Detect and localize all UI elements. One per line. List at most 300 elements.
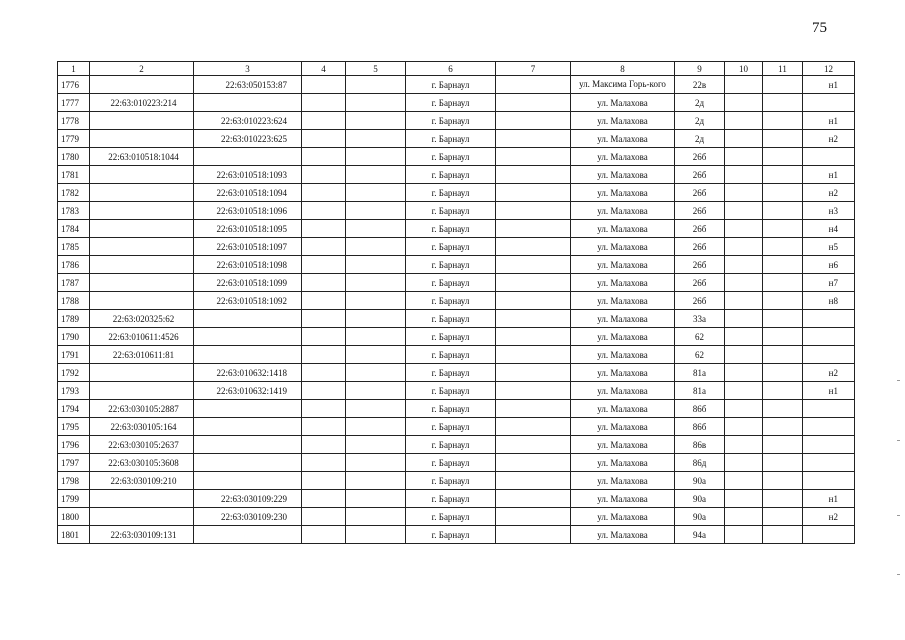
table-cell-col-6: г. Барнаул [406, 220, 496, 238]
table-cell-col-4 [302, 508, 346, 526]
table-cell-col-4 [302, 364, 346, 382]
table-cell-col-5 [346, 292, 406, 310]
table-cell-col-10 [725, 310, 763, 328]
table-cell-col-12 [803, 346, 855, 364]
table-cell-col-2 [90, 274, 194, 292]
table-cell-col-12: н1 [803, 382, 855, 400]
table-cell-col-6: г. Барнаул [406, 292, 496, 310]
table-cell-col-11 [763, 382, 803, 400]
table-cell-col-9: 26б [675, 148, 725, 166]
table-cell-col-7 [496, 130, 571, 148]
table-cell-col-9: 86в [675, 436, 725, 454]
table-cell-col-11 [763, 238, 803, 256]
table-row [58, 346, 855, 364]
table-cell-col-1: 1798 [58, 472, 90, 490]
table-cell-col-8: ул. Малахова [571, 454, 675, 472]
table-cell-col-2 [90, 112, 194, 130]
table-cell-col-12 [803, 454, 855, 472]
table-cell-col-12 [803, 400, 855, 418]
column-header-3: 3 [194, 62, 302, 76]
table-cell-col-6: г. Барнаул [406, 238, 496, 256]
table-cell-col-5 [346, 76, 406, 94]
table-cell-col-12 [803, 94, 855, 112]
table-cell-col-5 [346, 94, 406, 112]
table-row [58, 166, 855, 184]
table-cell-col-9: 26б [675, 256, 725, 274]
table-cell-col-4 [302, 490, 346, 508]
table-cell-col-10 [725, 508, 763, 526]
table-cell-col-10 [725, 202, 763, 220]
table-cell-col-6: г. Барнаул [406, 382, 496, 400]
edge-mark [897, 574, 900, 575]
table-cell-col-4 [302, 94, 346, 112]
table-cell-col-6: г. Барнаул [406, 274, 496, 292]
table-cell-col-11 [763, 346, 803, 364]
table-cell-col-7 [496, 472, 571, 490]
table-cell-col-4 [302, 76, 346, 94]
table-cell-col-6: г. Барнаул [406, 94, 496, 112]
table-row [58, 436, 855, 454]
table-cell-col-8: ул. Малахова [571, 166, 675, 184]
table-cell-col-3: 22:63:010223:625 [194, 130, 302, 148]
table-cell-col-3: 22:63:010518:1099 [194, 274, 302, 292]
table-cell-col-9: 94а [675, 526, 725, 544]
table-cell-col-10 [725, 418, 763, 436]
table-cell-col-5 [346, 220, 406, 238]
table-cell-col-9: 86д [675, 454, 725, 472]
table-cell-col-1: 1781 [58, 166, 90, 184]
table-cell-col-6: г. Барнаул [406, 472, 496, 490]
table-cell-col-6: г. Барнаул [406, 76, 496, 94]
table-cell-col-8: ул. Малахова [571, 130, 675, 148]
table-cell-col-2 [90, 382, 194, 400]
table-cell-col-11 [763, 166, 803, 184]
table-cell-col-6: г. Барнаул [406, 454, 496, 472]
table-cell-col-3 [194, 472, 302, 490]
table-body [58, 76, 855, 544]
table-cell-col-11 [763, 274, 803, 292]
table-cell-col-10 [725, 184, 763, 202]
table-cell-col-3: 22:63:010518:1095 [194, 220, 302, 238]
table-cell-col-7 [496, 112, 571, 130]
edge-mark [897, 380, 900, 381]
table-cell-col-4 [302, 418, 346, 436]
table-header-row [58, 62, 855, 76]
table-cell-col-10 [725, 364, 763, 382]
table-row [58, 220, 855, 238]
table-row [58, 274, 855, 292]
table-cell-col-10 [725, 346, 763, 364]
table-cell-col-8: ул. Малахова [571, 202, 675, 220]
table-cell-col-8: ул. Максима Горь-кого [571, 76, 675, 94]
table-cell-col-11 [763, 418, 803, 436]
table-cell-col-2 [90, 184, 194, 202]
table-cell-col-4 [302, 166, 346, 184]
table-cell-col-3: 22:63:010632:1419 [194, 382, 302, 400]
table-cell-col-3: 22:63:010518:1093 [194, 166, 302, 184]
column-header-12: 12 [803, 62, 855, 76]
table-row [58, 400, 855, 418]
table-cell-col-3: 22:63:030109:229 [194, 490, 302, 508]
table-cell-col-8: ул. Малахова [571, 490, 675, 508]
table-cell-col-5 [346, 364, 406, 382]
table-cell-col-1: 1788 [58, 292, 90, 310]
table-cell-col-2 [90, 238, 194, 256]
table-cell-col-2 [90, 76, 194, 94]
table-cell-col-11 [763, 526, 803, 544]
column-header-1: 1 [58, 62, 90, 76]
table-cell-col-12: н6 [803, 256, 855, 274]
table-row [58, 76, 855, 94]
table-cell-col-9: 2д [675, 130, 725, 148]
table-cell-col-6: г. Барнаул [406, 364, 496, 382]
table-cell-col-7 [496, 382, 571, 400]
table-cell-col-7 [496, 94, 571, 112]
table-cell-col-1: 1796 [58, 436, 90, 454]
table-cell-col-6: г. Барнаул [406, 508, 496, 526]
table-cell-col-7 [496, 526, 571, 544]
table-cell-col-8: ул. Малахова [571, 220, 675, 238]
table-cell-col-4 [302, 184, 346, 202]
table-row [58, 292, 855, 310]
table-cell-col-3 [194, 328, 302, 346]
table-cell-col-5 [346, 166, 406, 184]
table-cell-col-10 [725, 148, 763, 166]
table-cell-col-12: н2 [803, 130, 855, 148]
table-cell-col-3: 22:63:010518:1092 [194, 292, 302, 310]
table-cell-col-1: 1795 [58, 418, 90, 436]
table-cell-col-10 [725, 274, 763, 292]
column-header-5: 5 [346, 62, 406, 76]
table-cell-col-9: 26б [675, 202, 725, 220]
page-number: 75 [812, 20, 827, 36]
table-cell-col-3: 22:63:010518:1094 [194, 184, 302, 202]
table-cell-col-11 [763, 508, 803, 526]
table-cell-col-6: г. Барнаул [406, 328, 496, 346]
table-cell-col-6: г. Барнаул [406, 184, 496, 202]
table-row [58, 238, 855, 256]
table-row [58, 508, 855, 526]
registry-table [57, 61, 855, 544]
table-cell-col-12: н5 [803, 238, 855, 256]
table-cell-col-2: 22:63:030109:131 [90, 526, 194, 544]
table-cell-col-5 [346, 202, 406, 220]
table-cell-col-3: 22:63:010632:1418 [194, 364, 302, 382]
table-cell-col-4 [302, 472, 346, 490]
table-cell-col-4 [302, 310, 346, 328]
table-cell-col-7 [496, 436, 571, 454]
table-cell-col-2: 22:63:010223:214 [90, 94, 194, 112]
table-cell-col-9: 86б [675, 400, 725, 418]
table-cell-col-10 [725, 400, 763, 418]
table-cell-col-4 [302, 256, 346, 274]
table-cell-col-5 [346, 382, 406, 400]
table-cell-col-11 [763, 310, 803, 328]
table-cell-col-12: н2 [803, 364, 855, 382]
table-cell-col-7 [496, 400, 571, 418]
table-cell-col-3 [194, 310, 302, 328]
table-cell-col-3: 22:63:010223:624 [194, 112, 302, 130]
table-cell-col-7 [496, 238, 571, 256]
table-cell-col-5 [346, 526, 406, 544]
table-cell-col-1: 1791 [58, 346, 90, 364]
table-cell-col-7 [496, 148, 571, 166]
table-cell-col-1: 1785 [58, 238, 90, 256]
table-cell-col-12 [803, 418, 855, 436]
table-cell-col-8: ул. Малахова [571, 436, 675, 454]
table-cell-col-1: 1780 [58, 148, 90, 166]
table-cell-col-10 [725, 292, 763, 310]
table-cell-col-12: н1 [803, 112, 855, 130]
table-cell-col-2: 22:63:030105:2887 [90, 400, 194, 418]
table-cell-col-3 [194, 454, 302, 472]
table-cell-col-11 [763, 256, 803, 274]
table-cell-col-9: 2д [675, 112, 725, 130]
table-cell-col-9: 90а [675, 472, 725, 490]
table-cell-col-3: 22:63:010518:1096 [194, 202, 302, 220]
table-cell-col-2 [90, 202, 194, 220]
table-cell-col-4 [302, 328, 346, 346]
table-cell-col-6: г. Барнаул [406, 112, 496, 130]
table-cell-col-6: г. Барнаул [406, 400, 496, 418]
table-cell-col-1: 1790 [58, 328, 90, 346]
table-cell-col-1: 1778 [58, 112, 90, 130]
table-cell-col-4 [302, 130, 346, 148]
table-cell-col-12: н1 [803, 490, 855, 508]
table-cell-col-12 [803, 526, 855, 544]
table-cell-col-10 [725, 454, 763, 472]
table-cell-col-2: 22:63:030105:3608 [90, 454, 194, 472]
table-cell-col-1: 1797 [58, 454, 90, 472]
table-cell-col-5 [346, 274, 406, 292]
table-cell-col-3 [194, 526, 302, 544]
table-cell-col-5 [346, 418, 406, 436]
table-cell-col-12: н3 [803, 202, 855, 220]
table-cell-col-11 [763, 76, 803, 94]
table-cell-col-4 [302, 292, 346, 310]
table-cell-col-10 [725, 328, 763, 346]
table-cell-col-12: н7 [803, 274, 855, 292]
table-cell-col-3: 22:63:030109:230 [194, 508, 302, 526]
table-cell-col-7 [496, 346, 571, 364]
table-cell-col-9: 26б [675, 292, 725, 310]
table-cell-col-6: г. Барнаул [406, 436, 496, 454]
table-cell-col-6: г. Барнаул [406, 418, 496, 436]
table-cell-col-7 [496, 508, 571, 526]
table-cell-col-2 [90, 256, 194, 274]
table-cell-col-5 [346, 346, 406, 364]
table-cell-col-4 [302, 112, 346, 130]
table-cell-col-8: ул. Малахова [571, 94, 675, 112]
table-cell-col-1: 1801 [58, 526, 90, 544]
table-cell-col-7 [496, 202, 571, 220]
table-cell-col-5 [346, 184, 406, 202]
table-row [58, 112, 855, 130]
column-header-10: 10 [725, 62, 763, 76]
table-cell-col-3: 22:63:010518:1097 [194, 238, 302, 256]
table-cell-col-9: 26б [675, 166, 725, 184]
table-cell-col-10 [725, 94, 763, 112]
table-cell-col-8: ул. Малахова [571, 292, 675, 310]
table-cell-col-11 [763, 490, 803, 508]
table-cell-col-1: 1787 [58, 274, 90, 292]
table-cell-col-4 [302, 382, 346, 400]
table-cell-col-8: ул. Малахова [571, 238, 675, 256]
table-cell-col-11 [763, 94, 803, 112]
table-cell-col-2: 22:63:020325:62 [90, 310, 194, 328]
table-cell-col-3: 22:63:010518:1098 [194, 256, 302, 274]
table-cell-col-3: 22:63:050153:87 [194, 76, 302, 94]
table-cell-col-9: 22в [675, 76, 725, 94]
table-cell-col-8: ул. Малахова [571, 382, 675, 400]
table-cell-col-6: г. Барнаул [406, 202, 496, 220]
table-cell-col-2 [90, 364, 194, 382]
table-cell-col-11 [763, 112, 803, 130]
table-cell-col-4 [302, 148, 346, 166]
table-cell-col-7 [496, 76, 571, 94]
table-cell-col-3 [194, 148, 302, 166]
table-cell-col-8: ул. Малахова [571, 256, 675, 274]
table-cell-col-4 [302, 274, 346, 292]
table-cell-col-1: 1777 [58, 94, 90, 112]
table-cell-col-9: 81а [675, 364, 725, 382]
table-cell-col-9: 26б [675, 274, 725, 292]
column-header-4: 4 [302, 62, 346, 76]
table-cell-col-1: 1782 [58, 184, 90, 202]
table-cell-col-4 [302, 220, 346, 238]
table-cell-col-2: 22:63:010611:81 [90, 346, 194, 364]
table-cell-col-1: 1784 [58, 220, 90, 238]
table-row [58, 526, 855, 544]
table-cell-col-8: ул. Малахова [571, 346, 675, 364]
table-cell-col-8: ул. Малахова [571, 310, 675, 328]
table-cell-col-2: 22:63:030105:164 [90, 418, 194, 436]
table-cell-col-5 [346, 508, 406, 526]
column-header-2: 2 [90, 62, 194, 76]
edge-mark [897, 440, 900, 441]
table-cell-col-9: 90а [675, 490, 725, 508]
table-cell-col-10 [725, 166, 763, 184]
table-cell-col-11 [763, 328, 803, 346]
table-row [58, 256, 855, 274]
table-cell-col-7 [496, 256, 571, 274]
table-cell-col-6: г. Барнаул [406, 130, 496, 148]
table-row [58, 310, 855, 328]
table-cell-col-7 [496, 292, 571, 310]
table-cell-col-7 [496, 418, 571, 436]
table-cell-col-12 [803, 436, 855, 454]
table-cell-col-2 [90, 508, 194, 526]
table-row [58, 418, 855, 436]
table-cell-col-7 [496, 220, 571, 238]
table-cell-col-9: 81а [675, 382, 725, 400]
table-row [58, 490, 855, 508]
table-cell-col-11 [763, 184, 803, 202]
table-cell-col-1: 1779 [58, 130, 90, 148]
table-cell-col-12 [803, 328, 855, 346]
table-row [58, 202, 855, 220]
table-cell-col-11 [763, 220, 803, 238]
table-cell-col-4 [302, 346, 346, 364]
table-cell-col-2: 22:63:030109:210 [90, 472, 194, 490]
table-cell-col-3 [194, 418, 302, 436]
table-cell-col-6: г. Барнаул [406, 148, 496, 166]
table-cell-col-11 [763, 400, 803, 418]
table-cell-col-7 [496, 490, 571, 508]
table-cell-col-9: 86б [675, 418, 725, 436]
table-cell-col-9: 62 [675, 328, 725, 346]
table-cell-col-10 [725, 490, 763, 508]
table-cell-col-8: ул. Малахова [571, 112, 675, 130]
table-cell-col-5 [346, 238, 406, 256]
edge-mark [897, 515, 900, 516]
table-row [58, 364, 855, 382]
table-cell-col-1: 1792 [58, 364, 90, 382]
table-cell-col-7 [496, 454, 571, 472]
table-cell-col-8: ул. Малахова [571, 508, 675, 526]
table-cell-col-5 [346, 130, 406, 148]
table-cell-col-7 [496, 364, 571, 382]
table-cell-col-1: 1793 [58, 382, 90, 400]
table-cell-col-5 [346, 112, 406, 130]
table-cell-col-11 [763, 148, 803, 166]
table-cell-col-10 [725, 76, 763, 94]
column-header-6: 6 [406, 62, 496, 76]
table-cell-col-1: 1776 [58, 76, 90, 94]
table-row [58, 184, 855, 202]
table-cell-col-4 [302, 202, 346, 220]
table-cell-col-11 [763, 436, 803, 454]
column-header-8: 8 [571, 62, 675, 76]
table-cell-col-12 [803, 148, 855, 166]
table-row [58, 148, 855, 166]
table-cell-col-12 [803, 310, 855, 328]
table-cell-col-8: ул. Малахова [571, 418, 675, 436]
table-cell-col-1: 1786 [58, 256, 90, 274]
table-cell-col-12: н4 [803, 220, 855, 238]
table-cell-col-8: ул. Малахова [571, 274, 675, 292]
table-cell-col-11 [763, 454, 803, 472]
table-cell-col-10 [725, 112, 763, 130]
table-cell-col-9: 26б [675, 238, 725, 256]
table-cell-col-3 [194, 400, 302, 418]
table-cell-col-2 [90, 220, 194, 238]
table-row [58, 130, 855, 148]
table-cell-col-11 [763, 292, 803, 310]
table-cell-col-6: г. Барнаул [406, 166, 496, 184]
table-cell-col-7 [496, 310, 571, 328]
table-cell-col-4 [302, 400, 346, 418]
table-cell-col-8: ул. Малахова [571, 472, 675, 490]
table-cell-col-10 [725, 472, 763, 490]
table-cell-col-8: ул. Малахова [571, 328, 675, 346]
table-cell-col-5 [346, 490, 406, 508]
table-cell-col-11 [763, 472, 803, 490]
table-row [58, 94, 855, 112]
table-cell-col-6: г. Барнаул [406, 490, 496, 508]
table-cell-col-10 [725, 526, 763, 544]
table-cell-col-2 [90, 292, 194, 310]
table-cell-col-1: 1783 [58, 202, 90, 220]
table-cell-col-12: н1 [803, 166, 855, 184]
table-cell-col-5 [346, 436, 406, 454]
table-row [58, 472, 855, 490]
table-cell-col-7 [496, 274, 571, 292]
table-cell-col-1: 1789 [58, 310, 90, 328]
column-header-11: 11 [763, 62, 803, 76]
column-header-9: 9 [675, 62, 725, 76]
table-cell-col-7 [496, 184, 571, 202]
